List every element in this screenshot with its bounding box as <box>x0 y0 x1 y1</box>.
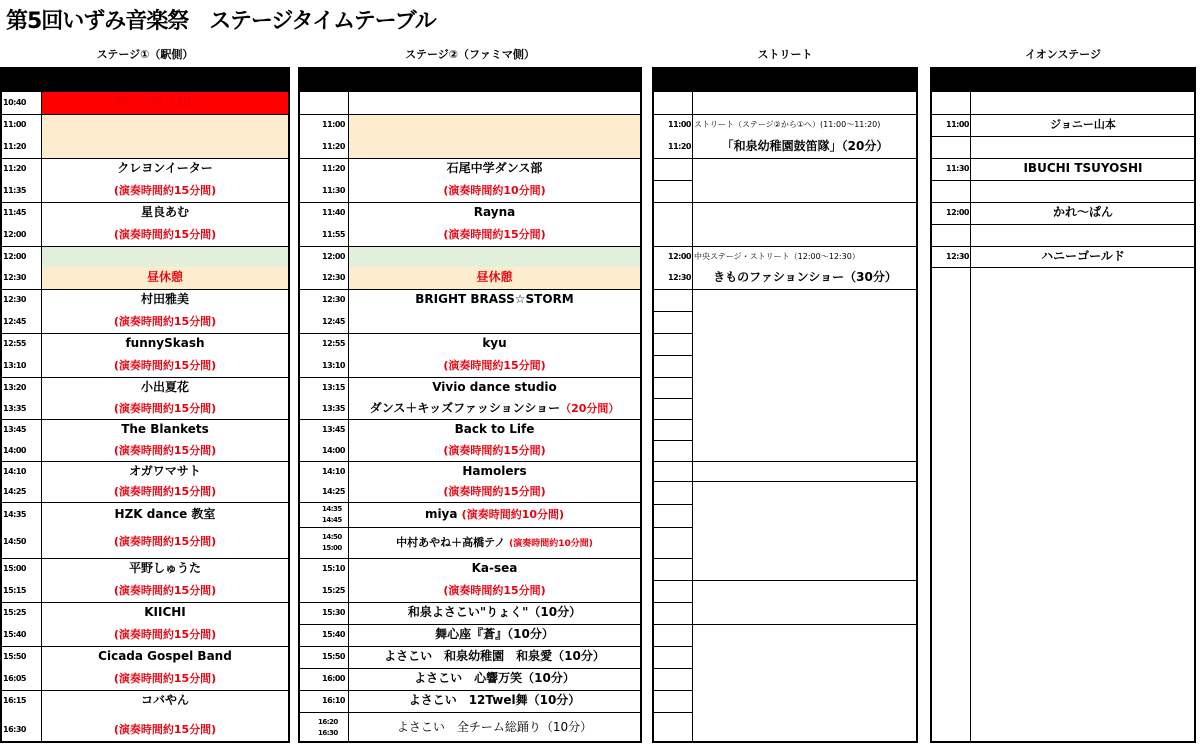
stage1-time: 13:35 <box>3 404 26 413</box>
stage2-performer: Hamolers <box>462 464 527 478</box>
stage2-time: 13:45 <box>322 425 345 434</box>
stage2-duration-note: (演奏時間約15分間) <box>443 228 546 241</box>
street-row-divider <box>654 624 916 625</box>
stage1-panel <box>0 67 290 743</box>
street-time: 11:20 <box>668 142 691 151</box>
stage1-time: 12:00 <box>3 230 26 239</box>
street-row-divider <box>654 311 693 312</box>
stage2-row-divider <box>300 712 640 713</box>
street-row-divider <box>654 355 693 356</box>
stage2-performer: Rayna <box>473 205 516 219</box>
stage2-performer: miya <box>424 507 458 521</box>
stage2-time: 14:25 <box>322 487 345 496</box>
street-row-divider <box>654 180 693 181</box>
stage2-duration-note: (演奏時間約10分間) <box>443 184 546 197</box>
stage2-time: 11:20 <box>322 142 345 151</box>
stage2-performer: kyu <box>482 336 507 350</box>
street-row-divider <box>654 580 916 581</box>
stage1-opening-ceremony: 開会式典（20分） <box>115 95 215 109</box>
stage1-duration-note: (演奏時間約15分間) <box>113 402 217 415</box>
stage2-reserved-cell <box>349 114 640 158</box>
stage2-duration-note: (演奏時間約15分間) <box>443 444 546 457</box>
street-row-divider <box>654 712 693 713</box>
aeon-time: 11:30 <box>946 164 969 173</box>
stage2-nakamura-row <box>349 532 640 553</box>
street-row-divider <box>654 289 916 290</box>
stage1-time: 15:00 <box>3 564 26 573</box>
stage1-performer: オガワマサト <box>129 464 201 478</box>
stage2-time: 14:45 <box>322 516 342 524</box>
stage1-time: 16:15 <box>3 696 26 705</box>
stage1-time: 12:45 <box>3 317 26 326</box>
stage1-reserved-cell <box>42 114 288 158</box>
stage1-performer: コバやん <box>140 693 189 707</box>
aeon-row-divider <box>932 267 1194 268</box>
stage2-performer: Vivio dance studio <box>432 380 557 394</box>
street-header-bar <box>654 69 916 92</box>
stage1-time: 12:00 <box>3 252 26 261</box>
stage2-row-divider <box>300 114 640 115</box>
stage2-panel <box>298 67 642 743</box>
stage2-time: 14:10 <box>322 467 345 476</box>
stage1-performer: 小出夏花 <box>140 380 189 394</box>
street-time: 12:30 <box>668 273 691 282</box>
stage2-performer: 中村あやね＋高橋テノ <box>396 536 506 549</box>
street-row-divider <box>654 602 693 603</box>
street-row-divider <box>654 419 693 420</box>
aeon-row-divider <box>932 224 1194 225</box>
street-row-divider <box>654 461 916 462</box>
stage2-time: 14:50 <box>322 533 342 541</box>
stage1-performer: The Blankets <box>121 422 209 436</box>
stage2-time: 13:35 <box>322 404 345 413</box>
stage1-time: 15:50 <box>3 652 26 661</box>
aeon-time: 11:00 <box>946 120 969 129</box>
stage1-time: 10:40 <box>3 98 26 107</box>
stage1-performer: HZK dance 教室 <box>114 507 216 521</box>
street-event-kindergarten-band: 「和泉幼稚園鼓笛隊」（20分） <box>721 139 889 153</box>
stage1-time: 12:55 <box>3 339 26 348</box>
aeon-header-bar <box>932 69 1194 92</box>
stage1-time: 16:30 <box>3 725 26 734</box>
aeon-performer: IBUCHI TSUYOSHI <box>1023 161 1143 175</box>
stage2-time: 15:00 <box>322 544 342 552</box>
column-header-stage2: ステージ②（ファミマ側） <box>405 48 535 61</box>
street-row-divider <box>654 558 693 559</box>
stage1-time: 11:20 <box>3 164 26 173</box>
street-event-route: ストリート（ステージ②から①へ）(11:00～11:20) <box>694 120 881 129</box>
stage1-time: 12:30 <box>3 295 26 304</box>
stage2-time: 12:00 <box>322 252 345 261</box>
aeon-panel <box>930 67 1196 743</box>
stage2-duration-note: (演奏時間約15分間) <box>443 584 546 597</box>
stage2-time: 15:10 <box>322 564 345 573</box>
street-row-divider <box>654 377 693 378</box>
street-event-kimono-show: きものファションショー（30分） <box>713 270 897 284</box>
street-row-divider <box>654 646 693 647</box>
stage2-vivio-title: ダンス＋キッズファッションショー <box>369 401 561 415</box>
stage2-miya-row <box>349 504 640 525</box>
stage2-yosakoi: よさこい 和泉幼稚園 和泉愛（10分） <box>384 649 605 663</box>
street-row-divider <box>654 668 693 669</box>
stage1-duration-note: (演奏時間約15分間) <box>113 672 217 685</box>
stage1-time: 15:25 <box>3 608 26 617</box>
stage1-duration-note: (演奏時間約15分間) <box>113 444 217 457</box>
stage1-performer: 村田雅美 <box>140 292 189 306</box>
aeon-performer: ハニーゴールド <box>1041 249 1125 263</box>
aeon-row-divider <box>932 180 1194 181</box>
stage1-row-divider <box>2 502 288 503</box>
stage1-time: 15:40 <box>3 630 26 639</box>
stage1-duration-note: (演奏時間約15分間) <box>113 184 217 197</box>
stage1-duration-note: (演奏時間約15分間) <box>113 228 217 241</box>
stage2-time: 12:55 <box>322 339 345 348</box>
stage2-vivio-duration: （20分間） <box>560 402 620 415</box>
street-row-divider <box>654 333 693 334</box>
stage2-performer: BRIGHT BRASS☆STORM <box>415 292 574 306</box>
aeon-performer: ジョニー山本 <box>1050 118 1116 131</box>
stage2-duration-note: (演奏時間約15分間) <box>443 359 546 372</box>
stage1-performer: funnySkash <box>125 336 205 350</box>
aeon-time-column <box>932 92 971 741</box>
stage2-time: 11:30 <box>322 186 345 195</box>
aeon-performer: かれ～ぱん <box>1052 205 1113 219</box>
stage1-time: 13:20 <box>3 383 26 392</box>
column-header-stage1: ステージ①（駅側） <box>96 48 194 61</box>
street-row-divider <box>654 398 693 399</box>
stage1-time: 11:00 <box>3 120 26 129</box>
street-time: 11:00 <box>668 120 691 129</box>
stage1-time: 14:10 <box>3 467 26 476</box>
stage2-row-divider <box>300 527 640 528</box>
stage1-time: 14:50 <box>3 537 26 546</box>
stage1-performer: Cicada Gospel Band <box>98 649 232 663</box>
stage2-time: 14:00 <box>322 446 345 455</box>
stage2-time: 13:15 <box>322 383 345 392</box>
stage1-time: 14:25 <box>3 487 26 496</box>
stage1-break-cell <box>42 246 288 267</box>
stage2-yosakoi: 舞心座『蒼』（10分） <box>435 627 554 641</box>
stage1-time: 11:20 <box>3 142 26 151</box>
street-row-divider <box>654 158 916 159</box>
stage2-time: 15:40 <box>322 630 345 639</box>
stage2-time: 11:00 <box>322 120 345 129</box>
stage1-time: 14:35 <box>3 510 26 519</box>
street-row-divider <box>654 202 916 203</box>
stage2-time: 16:20 <box>318 718 338 726</box>
stage1-performer: 星良あむ <box>140 205 189 219</box>
stage1-duration-note: (演奏時間約15分間) <box>113 359 217 372</box>
street-time-column <box>654 92 693 741</box>
aeon-row-divider <box>932 136 1194 137</box>
street-time: 12:00 <box>668 252 691 261</box>
aeon-time: 12:00 <box>946 208 969 217</box>
stage1-duration-note: (演奏時間約15分間) <box>113 315 217 328</box>
stage2-time: 15:30 <box>322 608 345 617</box>
stage1-time: 14:00 <box>3 446 26 455</box>
stage2-duration-note: (演奏時間約10分間) <box>509 539 593 549</box>
column-header-aeon: イオンステージ <box>1025 48 1101 61</box>
street-row-divider <box>654 440 693 441</box>
stage2-time: 15:25 <box>322 586 345 595</box>
stage2-vivio-program <box>349 398 640 419</box>
aeon-time: 12:30 <box>946 252 969 261</box>
stage2-time: 14:35 <box>322 505 342 513</box>
stage2-time: 12:45 <box>322 317 345 326</box>
stage2-time: 11:20 <box>322 164 345 173</box>
stage2-time: 11:40 <box>322 208 345 217</box>
stage2-time: 11:55 <box>322 230 345 239</box>
street-event-center-stage: 中央ステージ・ストリート（12:00～12:30） <box>694 252 860 261</box>
stage1-performer: 平野しゅうた <box>128 561 201 575</box>
stage1-time: 12:30 <box>3 273 26 282</box>
stage2-performer: 石尾中学ダンス部 <box>446 161 543 175</box>
street-row-divider <box>654 527 693 528</box>
stage2-yosakoi: 和泉よさこい"りょく"（10分） <box>407 605 582 619</box>
page-title: 第5回いずみ音楽祭 ステージタイムテーブル <box>6 9 436 34</box>
stage2-lunch-break: 昼休憩 <box>476 270 513 284</box>
stage2-yosakoi: よさこい 12Twel舞（10分） <box>408 693 581 707</box>
stage1-row-divider <box>2 246 288 247</box>
stage1-duration-note: (演奏時間約15分間) <box>113 628 217 641</box>
stage1-header-bar <box>2 69 288 92</box>
stage2-duration-note: (演奏時間約10分間) <box>461 508 565 521</box>
stage2-time: 12:30 <box>322 295 345 304</box>
stage2-header-bar <box>300 69 640 92</box>
stage1-lunch-break: 昼休憩 <box>146 270 183 284</box>
street-row-divider <box>654 504 693 505</box>
stage2-performer: Ka-sea <box>471 561 518 575</box>
stage1-performer: KIICHI <box>144 605 186 619</box>
stage1-time: 15:15 <box>3 586 26 595</box>
stage1-performer: クレヨンイーター <box>117 161 213 175</box>
stage1-duration-note: (演奏時間約15分間) <box>113 584 217 597</box>
stage1-duration-note: (演奏時間約15分間) <box>113 535 217 548</box>
stage2-row-divider <box>300 246 640 247</box>
stage2-time: 12:30 <box>322 273 345 282</box>
stage2-time: 16:10 <box>322 696 345 705</box>
stage2-duration-note: (演奏時間約15分間) <box>443 485 546 498</box>
stage2-time: 15:50 <box>322 652 345 661</box>
stage1-time: 16:05 <box>3 674 26 683</box>
stage1-time: 11:45 <box>3 208 26 217</box>
street-panel <box>652 67 918 743</box>
stage1-time: 11:35 <box>3 186 26 195</box>
stage2-time: 16:00 <box>322 674 345 683</box>
stage2-row-divider <box>300 502 640 503</box>
stage2-performer: Back to Life <box>454 422 535 436</box>
stage2-time: 16:30 <box>318 729 338 737</box>
street-row-divider <box>654 690 693 691</box>
stage1-row-divider <box>2 114 288 115</box>
stage1-duration-note: (演奏時間約15分間) <box>113 485 217 498</box>
stage2-yosakoi: よさこい 心響万笑（10分） <box>414 671 575 685</box>
stage1-time: 13:10 <box>3 361 26 370</box>
stage1-time: 13:45 <box>3 425 26 434</box>
stage2-break-cell <box>349 246 640 267</box>
stage2-time: 13:10 <box>322 361 345 370</box>
stage1-duration-note: (演奏時間約15分間) <box>113 723 217 736</box>
column-header-street: ストリート <box>757 48 813 61</box>
street-row-divider <box>654 481 916 482</box>
stage2-yosakoi: よさこい 全チーム総踊り（10分） <box>396 720 593 734</box>
